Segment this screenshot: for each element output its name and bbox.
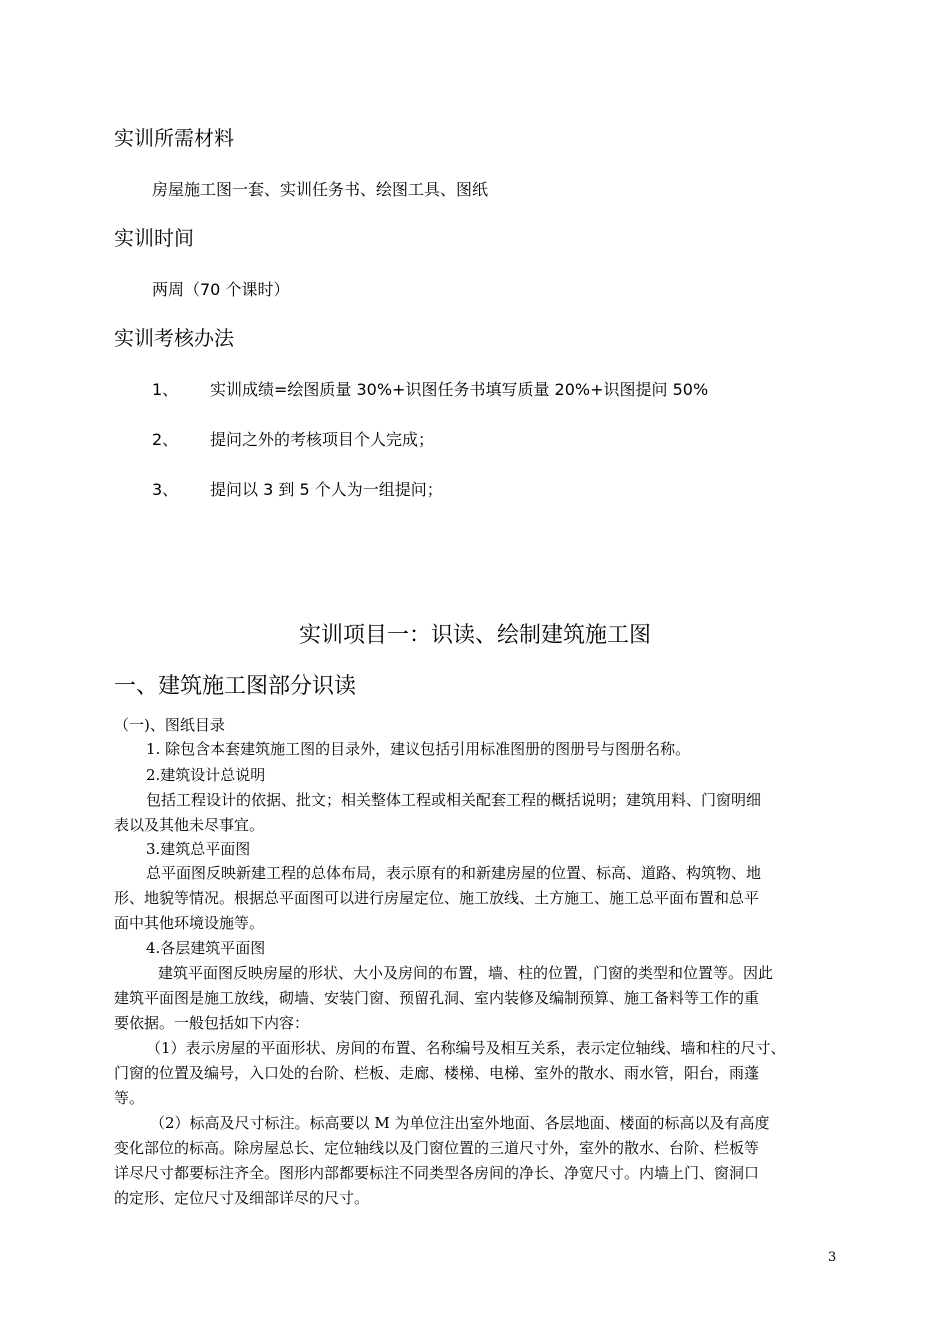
time-heading: 实训时间 [114, 226, 194, 250]
materials-content: 房屋施工图一套、实训任务书、绘图工具、图纸 [152, 180, 489, 199]
body-line: 1. 除包含本套建筑施工图的目录外，建议包括引用标准图册的图册号与图册名称。 [146, 740, 691, 758]
body-line: 总平面图反映新建工程的总体布局，表示原有的和新建房屋的位置、标高、道路、构筑物、地 [146, 864, 762, 882]
item-number: 2、 [152, 430, 179, 449]
body-line: （2）标高及尺寸标注。标高要以 M 为单位注出室外地面、各层地面、楼面的标高以及有高度 [150, 1114, 770, 1132]
item-text: 提问之外的考核项目个人完成； [210, 430, 435, 449]
body-line: 3.建筑总平面图 [146, 840, 251, 858]
project-title: 实训项目一：识读、绘制建筑施工图 [298, 623, 651, 648]
time-content: 两周（70 个课时） [152, 280, 290, 299]
item-number: 1、 [152, 380, 179, 399]
body-line: 形、地貌等情况。根据总平面图可以进行房屋定位、施工放线、土方施工、施工总平面布置和总平 [114, 889, 760, 907]
item-text: 提问以 3 到 5 个人为一组提问； [210, 480, 443, 499]
body-line: 建筑平面图是施工放线，砌墙、安装门窗、预留孔洞、室内装修及编制预算、施工备料等工作的重 [114, 989, 760, 1007]
part-heading: 一、建筑施工图部分识读 [114, 674, 357, 699]
assessment-item-1 [152, 377, 708, 400]
body-line: 4.各层建筑平面图 [146, 939, 266, 957]
body-line: 建筑平面图反映房屋的形状、大小及房间的布置，墙、柱的位置，门窗的类型和位置等。因此 [158, 964, 774, 982]
assessment-item-2 [152, 427, 434, 450]
body-line: 2.建筑设计总说明 [146, 766, 266, 784]
body-line: 包括工程设计的依据、批文；相关整体工程或相关配套工程的概括说明；建筑用料、门窗明细 [146, 791, 762, 809]
body-line: 面中其他环境设施等。 [114, 914, 265, 932]
body-line: 表以及其他未尽事宜。 [114, 816, 265, 834]
body-line: 要依据。一般包括如下内容： [114, 1014, 310, 1032]
item-text: 实训成绩=绘图质量 30%+识图任务书填写质量 20%+识图提问 50% [210, 380, 709, 399]
body-line: 门窗的位置及编号，入口处的台阶、栏板、走廊、楼梯、电梯、室外的散水、雨水管，阳台，雨蓬 [114, 1064, 760, 1082]
body-line: （一)、图纸目录 [114, 716, 225, 734]
materials-heading: 实训所需材料 [114, 126, 234, 150]
body-line: 变化部位的标高。除房屋总长、定位轴线以及门窗位置的三道尺寸外，室外的散水、台阶、栏板等 [114, 1139, 760, 1157]
body-line: 的定形、定位尺寸及细部详尽的尺寸。 [114, 1189, 370, 1207]
body-line: 详尽尺寸都要标注齐全。图形内部都要标注不同类型各房间的净长、净宽尺寸。内墙上门、窗洞口 [114, 1164, 760, 1182]
item-number: 3、 [152, 480, 179, 499]
page-number: 3 [828, 1250, 837, 1265]
body-line: （1）表示房屋的平面形状、房间的布置、名称编号及相互关系，表示定位轴线、墙和柱的尺寸、 [146, 1039, 786, 1057]
assessment-item-3 [152, 477, 443, 500]
assessment-heading: 实训考核办法 [114, 326, 234, 350]
body-line: 等。 [114, 1089, 145, 1107]
